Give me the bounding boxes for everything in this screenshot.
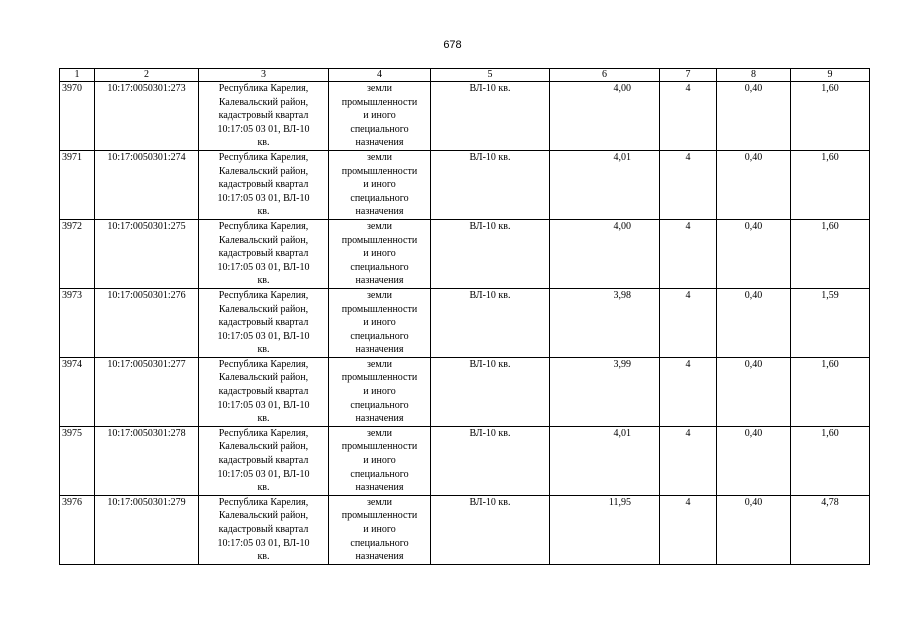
column-header: 9	[791, 69, 870, 82]
land-category-cell-line: земли	[366, 358, 393, 370]
column-header: 4	[329, 69, 431, 82]
land-category-cell-line: земли	[366, 83, 393, 94]
land-category-cell-line: и иного	[363, 317, 396, 329]
location-cell-line: кадастровый квартал	[218, 110, 309, 122]
row-number-cell: 3974	[60, 357, 95, 426]
land-category-cell	[329, 150, 431, 219]
location-cell-line: 10:17:05 03 01, ВЛ-10	[217, 123, 310, 135]
value-cell: 1,60	[791, 82, 870, 151]
count-cell: 4	[660, 288, 717, 357]
count-cell: 4	[660, 219, 717, 288]
land-category-cell-line: специального	[350, 468, 409, 480]
area-cell: 3,99	[550, 357, 660, 426]
table-row	[60, 82, 870, 151]
location-cell-line: Калевальский район,	[218, 510, 309, 522]
location-cell	[199, 288, 329, 357]
location-cell-line: кадастровый квартал	[218, 179, 309, 191]
land-category-cell	[329, 219, 431, 288]
land-category-cell-line: назначения	[355, 275, 404, 287]
location-cell-line: Республика Карелия,	[218, 220, 309, 232]
location-cell-line: Калевальский район,	[218, 96, 309, 108]
cadastral-number-cell: 10:17:0050301:279	[95, 495, 199, 564]
land-category-cell-line: промышленности	[341, 510, 418, 522]
location-cell-line: кв.	[257, 275, 270, 287]
land-category-cell-line: промышленности	[341, 441, 418, 453]
land-category-cell	[329, 426, 431, 495]
location-cell-line: кв.	[257, 482, 270, 494]
land-category-cell-line: земли	[366, 496, 393, 508]
column-header: 2	[95, 69, 199, 82]
land-category-cell-line: земли	[366, 220, 393, 232]
cadastral-number-cell: 10:17:0050301:275	[95, 219, 199, 288]
location-cell-line: кв.	[257, 344, 270, 356]
land-category-cell-line: и иного	[363, 179, 396, 191]
location-cell	[199, 219, 329, 288]
registry-table	[59, 68, 870, 565]
location-cell-line: кадастровый квартал	[218, 386, 309, 398]
location-cell-line: 10:17:05 03 01, ВЛ-10	[217, 330, 310, 342]
value-cell: 1,60	[791, 357, 870, 426]
width-cell: 0,40	[717, 426, 791, 495]
land-category-cell	[329, 288, 431, 357]
count-cell: 4	[660, 150, 717, 219]
land-category-cell-line: и иного	[363, 455, 396, 467]
location-cell-line: Республика Карелия,	[218, 427, 309, 439]
row-number-cell: 3973	[60, 288, 95, 357]
land-category-cell-line: земли	[366, 151, 393, 163]
location-cell-line: 10:17:05 03 01, ВЛ-10	[217, 468, 310, 480]
land-category-cell-line: назначения	[355, 482, 404, 494]
location-cell-line: кадастровый квартал	[218, 248, 309, 260]
power-line-cell: ВЛ-10 кв.	[431, 426, 550, 495]
count-cell: 4	[660, 495, 717, 564]
location-cell-line: Калевальский район,	[218, 372, 309, 384]
column-header: 7	[660, 69, 717, 82]
land-category-cell-line: назначения	[355, 344, 404, 356]
table-row	[60, 219, 870, 288]
land-category-cell-line: промышленности	[341, 96, 418, 108]
location-cell-line: Калевальский район,	[218, 303, 309, 315]
column-header: 5	[431, 69, 550, 82]
value-cell: 1,60	[791, 426, 870, 495]
column-header: 6	[550, 69, 660, 82]
land-category-cell-line: и иного	[363, 110, 396, 122]
land-category-cell-line: и иного	[363, 524, 396, 535]
value-cell: 1,59	[791, 288, 870, 357]
land-category-cell-line: специального	[350, 123, 409, 135]
location-cell	[199, 357, 329, 426]
column-header: 1	[60, 69, 95, 82]
row-number-cell: 3975	[60, 426, 95, 495]
location-cell-line: Калевальский район,	[218, 234, 309, 246]
count-cell: 4	[660, 357, 717, 426]
location-cell-line: Калевальский район,	[218, 441, 309, 453]
cadastral-number-cell: 10:17:0050301:273	[95, 82, 199, 151]
width-cell: 0,40	[717, 357, 791, 426]
table-body	[60, 82, 870, 565]
width-cell: 0,40	[717, 288, 791, 357]
land-category-cell-line: и иного	[363, 248, 396, 260]
power-line-cell: ВЛ-10 кв.	[431, 495, 550, 564]
land-category-cell-line: специального	[350, 192, 409, 204]
row-number-cell: 3970	[60, 82, 95, 151]
value-cell: 4,78	[791, 495, 870, 564]
table-row	[60, 426, 870, 495]
power-line-cell: ВЛ-10 кв.	[431, 219, 550, 288]
value-cell: 1,60	[791, 150, 870, 219]
location-cell-line: кв.	[257, 551, 270, 563]
width-cell: 0,40	[717, 82, 791, 151]
header-row	[60, 69, 870, 82]
land-category-cell-line: назначения	[355, 137, 404, 149]
land-category-cell	[329, 357, 431, 426]
land-category-cell	[329, 82, 431, 151]
power-line-cell: ВЛ-10 кв.	[431, 150, 550, 219]
location-cell	[199, 82, 329, 151]
area-cell: 11,95	[550, 495, 660, 564]
cadastral-number-cell: 10:17:0050301:276	[95, 288, 199, 357]
location-cell-line: Республика Карелия,	[218, 83, 309, 94]
width-cell: 0,40	[717, 219, 791, 288]
cadastral-number-cell: 10:17:0050301:274	[95, 150, 199, 219]
area-cell: 4,00	[550, 219, 660, 288]
value-cell: 1,60	[791, 219, 870, 288]
page-number: 678	[443, 39, 462, 51]
land-category-cell-line: специального	[350, 330, 409, 342]
row-number-cell: 3976	[60, 495, 95, 564]
location-cell-line: Калевальский район,	[218, 165, 309, 177]
count-cell: 4	[660, 426, 717, 495]
location-cell-line: 10:17:05 03 01, ВЛ-10	[217, 261, 310, 273]
cadastral-number-cell: 10:17:0050301:277	[95, 357, 199, 426]
table-row	[60, 150, 870, 219]
land-category-cell-line: назначения	[355, 413, 404, 425]
land-category-cell-line: земли	[366, 427, 393, 439]
location-cell	[199, 150, 329, 219]
row-number-cell: 3972	[60, 219, 95, 288]
location-cell-line: Республика Карелия,	[218, 289, 309, 301]
location-cell-line: 10:17:05 03 01, ВЛ-10	[217, 192, 310, 204]
land-category-cell-line: специального	[350, 261, 409, 273]
location-cell-line: 10:17:05 03 01, ВЛ-10	[217, 399, 310, 411]
area-cell: 4,00	[550, 82, 660, 151]
land-category-cell-line: назначения	[355, 206, 404, 218]
area-cell: 4,01	[550, 150, 660, 219]
location-cell-line: Республика Карелия,	[218, 496, 309, 508]
table-row	[60, 495, 870, 564]
width-cell: 0,40	[717, 150, 791, 219]
location-cell-line: кв.	[257, 137, 270, 149]
cadastral-number-cell: 10:17:0050301:278	[95, 426, 199, 495]
location-cell-line: 10:17:05 03 01, ВЛ-10	[217, 537, 310, 549]
land-category-cell-line: земли	[366, 289, 393, 301]
area-cell: 3,98	[550, 288, 660, 357]
land-category-cell	[329, 495, 431, 564]
location-cell-line: кв.	[257, 206, 270, 218]
width-cell: 0,40	[717, 495, 791, 564]
count-cell: 4	[660, 82, 717, 151]
land-category-cell-line: назначения	[355, 551, 404, 563]
land-category-cell-line: специального	[350, 537, 409, 549]
land-category-cell-line: промышленности	[341, 303, 418, 315]
power-line-cell: ВЛ-10 кв.	[431, 82, 550, 151]
land-category-cell-line: и иного	[363, 386, 396, 398]
table-row	[60, 288, 870, 357]
table-row	[60, 357, 870, 426]
location-cell	[199, 426, 329, 495]
column-header: 3	[199, 69, 329, 82]
location-cell-line: Республика Карелия,	[218, 151, 309, 163]
land-category-cell-line: промышленности	[341, 234, 418, 246]
power-line-cell: ВЛ-10 кв.	[431, 288, 550, 357]
location-cell-line: кв.	[257, 413, 270, 425]
location-cell-line: Республика Карелия,	[218, 358, 309, 370]
row-number-cell: 3971	[60, 150, 95, 219]
column-header: 8	[717, 69, 791, 82]
location-cell	[199, 495, 329, 564]
location-cell-line: кадастровый квартал	[218, 317, 309, 329]
land-category-cell-line: промышленности	[341, 165, 418, 177]
location-cell-line: кадастровый квартал	[218, 524, 309, 535]
area-cell: 4,01	[550, 426, 660, 495]
land-category-cell-line: специального	[350, 399, 409, 411]
location-cell-line: кадастровый квартал	[218, 455, 309, 467]
power-line-cell: ВЛ-10 кв.	[431, 357, 550, 426]
land-category-cell-line: промышленности	[341, 372, 418, 384]
